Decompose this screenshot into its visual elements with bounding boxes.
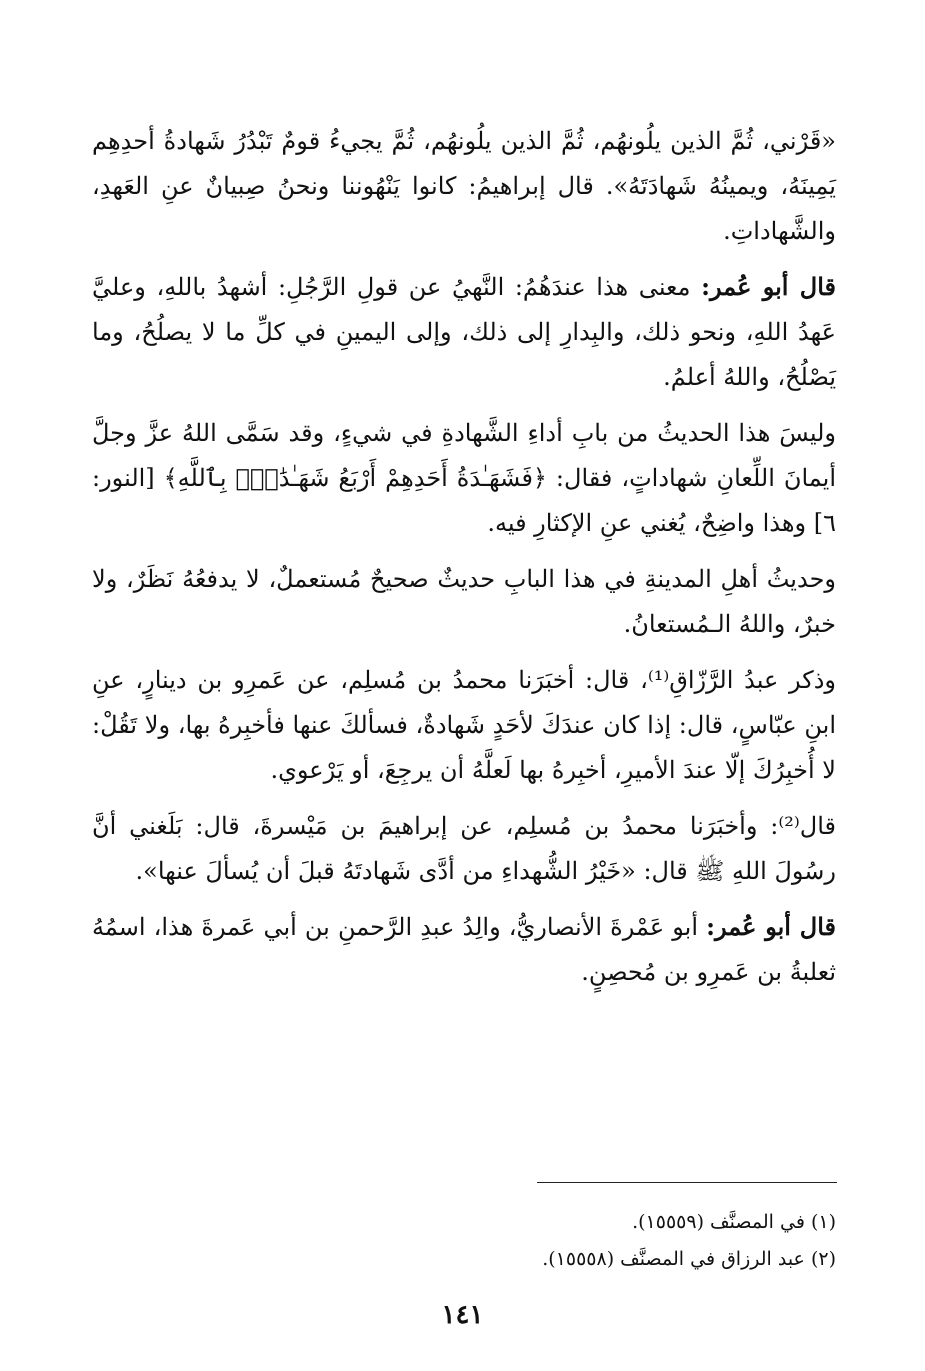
paragraph-6 bbox=[92, 803, 836, 894]
paragraph-text: قال⁽²⁾: وأخبَرَنا محمدُ بن مُسلِم، عن إبراهيمَ بن مَيْسرةَ، قال: بَلَغني أنَّ رسُولَ اللهِ ﷺ قال: «خَيْرُ الشُّهداءِ من أدَّى شَهادتَهُ قبلَ أن يُسألَ عنها». bbox=[92, 812, 836, 885]
footnote-divider bbox=[537, 1182, 837, 1183]
paragraph-text: وليسَ هذا الحديثُ من بابِ أداءِ الشَّهادةِ في شيءٍ، وقد سَمَّى اللهُ عزَّ وجلَّ أيمانَ اللِّعانِ شهاداتٍ، فقال: ﴿فَشَهَـٰدَةُ أَحَدِهِمْ أَرْبَعُ شَهَـٰدَٰتٍۭ بِٱللَّهِ﴾ [النور: ٦] وهذا واضِحٌ، يُغني عنِ الإكثارِ فيه. bbox=[92, 419, 836, 537]
paragraph-5 bbox=[92, 657, 836, 793]
paragraph-text: «قَرْني، ثُمَّ الذين يلُونهُم، ثُمَّ الذين يلُونهُم، ثُمَّ يجيءُ قومٌ تَبْدُرُ شَهادةُ أحدِهِم يَمِينَهُ، ويمينُهُ شَهادَتَهُ». قال إبراهيمُ: كانوا يَنْهُوننا ونحنُ صِبيانٌ عنِ العَهدِ، والشَّهاداتِ. bbox=[92, 127, 836, 245]
paragraph-lead: قال أبو عُمر: bbox=[701, 272, 836, 301]
page-number: ١٤١ bbox=[441, 1300, 484, 1330]
footnotes bbox=[92, 1204, 836, 1278]
paragraph-text: وذكر عبدُ الرَّزّاقِ⁽¹⁾، قال: أخبَرَنا محمدُ بن مُسلِم، عن عَمرِو بن دينارٍ، عنِ ابنِ عبّاسٍ، قال: إذا كان عندَكَ لأحَدٍ شَهادةٌ، فسألكَ عنها فأخبِرهُ بها، ولا تَقُلْ: لا أُخبِرُكَ إلّا عندَ الأميرِ، أخبِرهُ بها لَعلَّهُ أن يرجِعَ، أو يَرْعوي. bbox=[92, 666, 836, 784]
footnote-2: (٢) عبد الرزاق في المصنَّف (١٥٥٥٨). bbox=[542, 1248, 836, 1270]
paragraph-4 bbox=[92, 556, 836, 647]
paragraph-7 bbox=[92, 904, 836, 995]
paragraph-text: معنى هذا عندَهُمُ: النَّهيُ عن قولِ الرَّجُلِ: أشهدُ باللهِ، وعليَّ عَهدُ اللهِ، ونحو ذلك، والبِدارِ إلى ذلك، وإلى اليمينِ في كلِّ ما لا يصلُحُ، وما يَصْلُحُ، واللهُ أعلمُ. bbox=[92, 273, 836, 391]
footnote-1: (١) في المصنَّف (١٥٥٥٩). bbox=[632, 1211, 836, 1233]
paragraph-2 bbox=[92, 264, 836, 400]
page-body bbox=[92, 118, 836, 1005]
paragraph-text: أبو عَمْرةَ الأنصاريُّ، والِدُ عبدِ الرَّحمنِ بن أبي عَمرةَ هذا، اسمُهُ ثعلبةُ بن عَمرِو بن مُحصِنٍ. bbox=[92, 913, 836, 986]
paragraph-1 bbox=[92, 118, 836, 254]
paragraph-text: وحديثُ أهلِ المدينةِ في هذا البابِ حديثٌ صحيحٌ مُستعملٌ، لا يدفعُهُ نَظَرٌ، ولا خبرٌ، واللهُ الـمُستعانُ. bbox=[92, 565, 836, 638]
paragraph-lead: قال أبو عُمر: bbox=[706, 912, 836, 941]
paragraph-3 bbox=[92, 410, 836, 546]
